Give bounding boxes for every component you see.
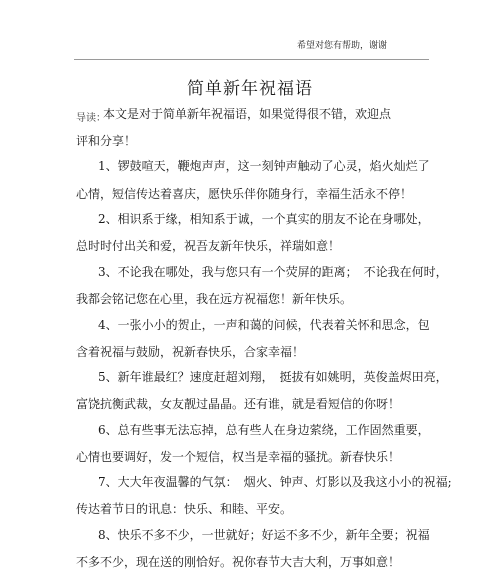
paragraph-2-line-1: 2、相识系于缘，相知系于诚，一个真实的朋友不论在身哪处，	[98, 212, 430, 226]
paragraph-2-line-2: 总时时付出关和爱，祝吾友新年快乐，祥瑞如意！	[76, 239, 341, 253]
paragraph-7-line-1: 7、大大年夜温馨的气氛： 烟火、钟声、灯影以及我这小小的祝福;	[98, 475, 452, 489]
paragraph-6-line-1: 6、总有些事无法忘掉，总有些人在身边萦绕，工作固然重要，	[98, 423, 430, 437]
paragraph-5-line-2: 富饶抗衡武裁，女友靓过晶晶。还有谁，就是看短信的你呀！	[76, 397, 401, 411]
paragraph-6-line-2: 心情也要调好，发一个短信，权当是幸福的骚扰。新春快乐！	[76, 450, 401, 464]
paragraph-4-line-1: 4、一张小小的贺止，一声和蔼的问候，代表着关怀和思念，包	[98, 318, 430, 332]
page-title: 简单新年祝福语	[187, 79, 313, 99]
intro-line-1: 本文是对于简单新年祝福语，如果觉得很不错，欢迎点	[103, 107, 392, 121]
paragraph-5-line-1: 5、新年谁最红？速度赶超刘翔， 挺拔有如姚明，英俊盖烬田亮，	[98, 370, 448, 384]
paragraph-4-line-2: 含着祝福与鼓励，祝新春快乐，合家幸福！	[76, 345, 305, 359]
header-note: 希望对您有帮助，谢谢	[297, 41, 388, 51]
intro-label: 导读：	[76, 113, 106, 124]
paragraph-7-line-2: 传达着节日的讯息：快乐、和睦、平安。	[76, 502, 293, 516]
paragraph-1-line-1: 1、锣鼓喧天，鞭炮声声，这一刻钟声触动了心灵，焰火灿烂了	[98, 159, 430, 173]
header-divider	[74, 59, 429, 60]
paragraph-3-line-2: 我都会铭记您在心里，我在远方祝福您！新年快乐。	[76, 292, 353, 306]
paragraph-3-line-1: 3、不论我在哪处，我与您只有一个荧屏的距离； 不论我在何时，	[98, 265, 448, 279]
paragraph-1-line-2: 心情，短信传达着喜庆，愿快乐伴你随身行，幸福生活永不停！	[76, 187, 413, 201]
intro-line-2: 评和分享！	[76, 134, 137, 148]
paragraph-8-line-2: 不多不少，现在送的刚恰好。祝你春节大吉大利，万事如意！	[76, 555, 401, 569]
paragraph-8-line-1: 8、快乐不多不少，一世就好；好运不多不少，新年全要；祝福	[98, 528, 430, 542]
